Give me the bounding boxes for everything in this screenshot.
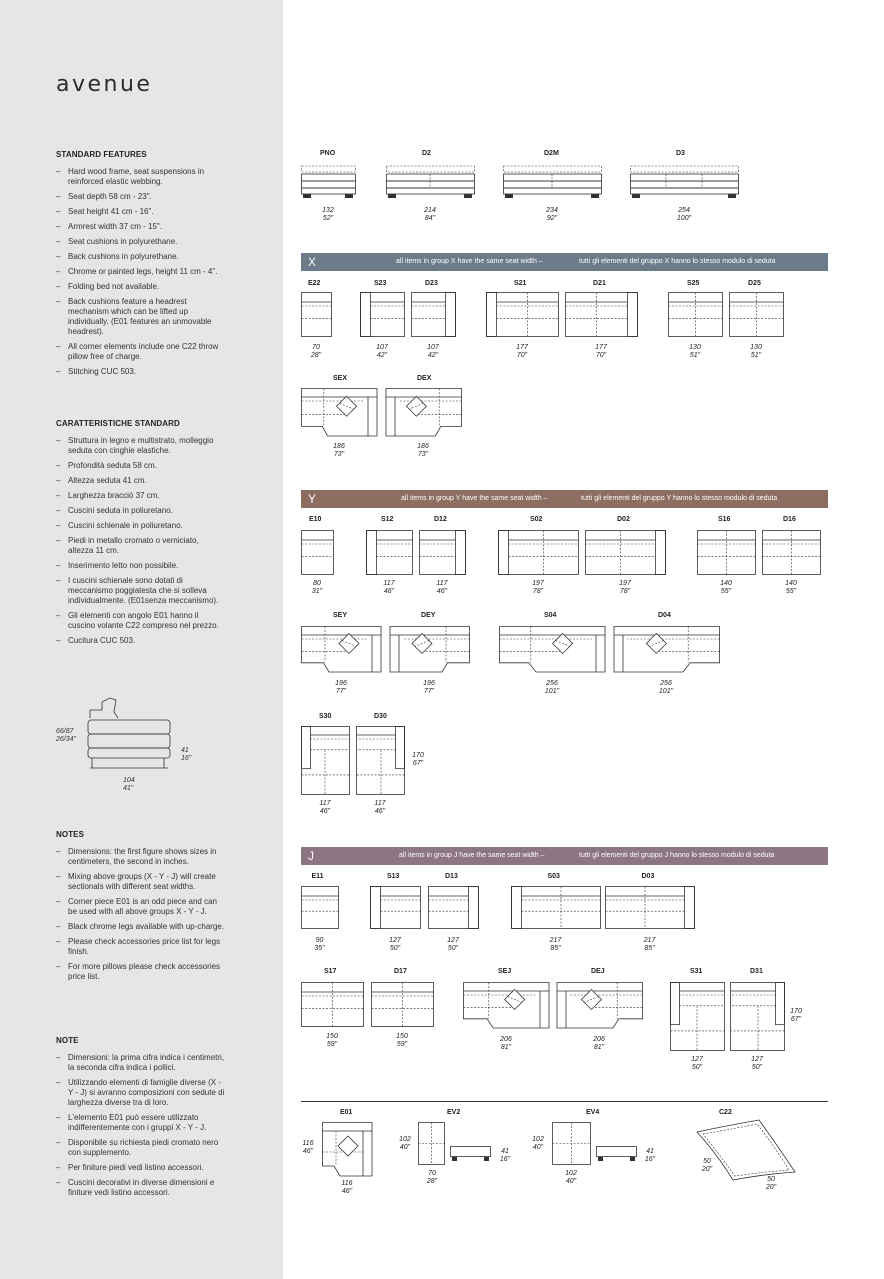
chaise-drawing-s30 (301, 726, 351, 796)
item-code-sex: SEX (333, 375, 348, 382)
sofa-drawing-d2 (386, 160, 476, 202)
item-code-d3: D3 (676, 150, 685, 157)
item-dims-d30: 117 46" (374, 800, 386, 815)
item-dims-s17: 150 59" (326, 1033, 338, 1048)
brand-title: avenue (56, 72, 153, 97)
item-code-sey: SEY (333, 612, 348, 619)
chaise-depth-j: 170 67" (790, 1008, 802, 1023)
corner-drawing-e01 (322, 1122, 374, 1178)
item-dims-d23: 107 42" (427, 344, 439, 359)
item-code-d2m: D2M (544, 150, 559, 157)
item-code-s13: S13 (387, 873, 400, 880)
item-bottom-dims-ev2: 70 28" (426, 1170, 438, 1185)
sofa-drawing-d3 (630, 160, 740, 202)
item-side-dims-c22: 50 20" (701, 1158, 713, 1173)
list-item: – Chrome or painted legs, height 11 cm - 4". (56, 267, 226, 277)
item-side-dims-ev2: 102 40" (399, 1136, 411, 1151)
item-code-s23: S23 (374, 280, 387, 287)
item-code-d31: D31 (750, 968, 763, 975)
list-item: – Gli elementi con angolo E01 hanno il cuscino volante C22 compreso nel prezzo. (56, 611, 226, 631)
list-item: – Back cushions in polyurethane. (56, 252, 226, 262)
profile-depth: 104 41" (123, 777, 135, 792)
item-code-d03: D03 (641, 873, 655, 880)
item-code-e01: E01 (340, 1109, 353, 1116)
item-bottom-dims-e01: 116 46" (341, 1180, 353, 1195)
sofa-drawing-d2m (503, 160, 603, 202)
item-dims-d2: 214 84" (424, 207, 436, 222)
item-dims-d21: 177 70" (595, 344, 607, 359)
list-item: – Mixing above groups (X - Y - J) will create sectionals with different seat widths. (56, 872, 226, 892)
item-height-dims-ev2: 41 16" (499, 1148, 511, 1163)
module-drawing-s21 (486, 292, 560, 338)
item-code-d23: D23 (425, 280, 438, 287)
module-drawing-e11 (301, 886, 340, 930)
list-item: – Larghezza bracció 37 cm. (56, 491, 226, 501)
item-dims-s13: 127 50" (389, 937, 401, 952)
item-code-s02: S02 (530, 516, 543, 523)
module-drawing-d16 (762, 530, 822, 576)
module-drawing-s02 (498, 530, 580, 576)
item-code-ev4: EV4 (586, 1109, 600, 1116)
notes-en (56, 830, 226, 987)
list-item: – L'elemento E01 può essere utilizzato indifferentemente con i gruppi X - Y - J. (56, 1113, 226, 1133)
list-item: – Per finiture piedi vedi listino accessori. (56, 1163, 226, 1173)
list-item: – Armrest width 37 cm - 15". (56, 222, 226, 232)
item-code-e22: E22 (308, 280, 321, 287)
item-dims-dey: 196 77" (423, 680, 435, 695)
corner-drawing-s04 (499, 626, 607, 674)
section-heading: STANDARD FEATURES (56, 150, 147, 159)
item-code-ev2: EV2 (447, 1109, 461, 1116)
item-dims-s12: 117 46" (383, 580, 395, 595)
item-dims-d12: 117 46" (436, 580, 448, 595)
item-dims-e11: 90 35" (314, 937, 325, 952)
list-item: – Disponibile su richiesta piedi cromato nero con supplemento. (56, 1138, 226, 1158)
item-side-dims-e01: 116 46" (302, 1140, 314, 1155)
chaise-depth-y: 170 67" (412, 752, 424, 767)
group-y-band (301, 490, 828, 508)
item-code-s03: S03 (547, 873, 560, 880)
module-drawing-d21 (565, 292, 639, 338)
list-item: – For more pillows please check accessories price list. (56, 962, 226, 982)
item-dims-d03: 217 85" (643, 937, 656, 952)
module-drawing-s03 (511, 886, 602, 930)
item-dims-pno: 132 52" (322, 207, 334, 222)
item-code-d30: D30 (374, 713, 387, 720)
item-bottom-dims-ev4: 102 40" (565, 1170, 577, 1185)
list-item: – Seat cushions in polyurethane. (56, 237, 226, 247)
ottoman-front-ev4 (596, 1146, 638, 1166)
item-height-dims-ev4: 41 16" (644, 1148, 656, 1163)
item-dims-e10: 80 31" (311, 580, 323, 595)
item-dims-dej: 206 81" (593, 1036, 605, 1051)
item-dims-s04: 256 101" (544, 680, 560, 695)
item-code-s30: S30 (319, 713, 332, 720)
module-drawing-s13 (370, 886, 422, 930)
item-dims-sey: 196 77" (335, 680, 347, 695)
item-code-d16: D16 (783, 516, 796, 523)
group-note-en: all items in group X have the same seat width – (396, 258, 543, 265)
notes-list (56, 1053, 226, 1198)
corner-drawing-dey (389, 626, 471, 674)
item-code-dex: DEX (417, 375, 432, 382)
chaise-drawing-s31 (670, 982, 726, 1052)
item-dims-sex: 186 73" (333, 443, 345, 458)
module-drawing-s23 (360, 292, 406, 338)
module-drawing-s17 (301, 982, 365, 1028)
item-dims-d04: 256 101" (658, 680, 674, 695)
corner-drawing-sex (301, 388, 379, 438)
list-item: – Cucitura CUC 503. (56, 636, 226, 646)
list-item: – Hard wood frame, seat suspensions in reinforced elastic webbing. (56, 167, 226, 187)
list-item: – Black chrome legs available with up-charge. (56, 922, 226, 932)
item-bottom-dims-c22: 50 20" (765, 1176, 777, 1191)
item-dims-sej: 206 81" (500, 1036, 512, 1051)
item-dims-s31: 127 50" (691, 1056, 703, 1071)
module-drawing-d12 (419, 530, 467, 576)
module-drawing-d17 (371, 982, 435, 1028)
item-code-d12: D12 (434, 516, 447, 523)
list-item: – Cuscini schienale in poliuretano. (56, 521, 226, 531)
item-dims-d2m: 234 92" (546, 207, 558, 222)
list-item: – Struttura in legno e multistrato, molleggio seduta con cinghie elastiche. (56, 436, 226, 456)
module-drawing-d13 (428, 886, 480, 930)
group-note-en: all items in group J have the same seat width – (399, 852, 545, 859)
list-item: – Seat depth 58 cm - 23". (56, 192, 226, 202)
item-dims-s30: 117 46" (319, 800, 331, 815)
notes-list (56, 847, 226, 982)
profile-seat-height: 41 16" (181, 747, 192, 762)
item-dims-s21: 177 70" (516, 344, 528, 359)
list-item: – Corner piece E01 is an odd piece and can be used with all above groups X - Y - J. (56, 897, 226, 917)
item-code-s31: S31 (690, 968, 703, 975)
ottoman-top-ev4 (552, 1122, 592, 1166)
ottoman-front-ev2 (450, 1146, 492, 1166)
list-item: – I cuscini schienale sono dotati di meccanismo poggiatesta che si solleva individualmente. (E01senza meccanismo). (56, 576, 226, 606)
accessories-divider (301, 1101, 828, 1102)
corner-drawing-d04 (613, 626, 721, 674)
module-drawing-s25 (668, 292, 724, 338)
item-dims-dex: 186 73" (417, 443, 429, 458)
item-dims-d16: 140 55" (785, 580, 797, 595)
group-x-band (301, 253, 828, 271)
list-item: – Altezza seduta 41 cm. (56, 476, 226, 486)
profile-height: 66/87 26/34" (56, 728, 77, 743)
item-code-dey: DEY (421, 612, 436, 619)
list-item: – Back cushions feature a headrest mechanism which can be lifted up individually. (E01 features an unmovable headrest). (56, 297, 226, 337)
module-drawing-d02 (585, 530, 667, 576)
item-code-s25: S25 (687, 280, 700, 287)
notes-it (56, 1036, 226, 1203)
sofa-drawing-pno (301, 160, 357, 202)
item-code-d13: D13 (445, 873, 458, 880)
item-code-s21: S21 (514, 280, 527, 287)
corner-drawing-sey (301, 626, 383, 674)
left-sidebar (0, 0, 283, 1279)
module-drawing-e10 (301, 530, 335, 576)
list-item: – Profondità seduta 58 cm. (56, 461, 226, 471)
group-letter: X (308, 255, 317, 269)
item-dims-s02: 197 78" (532, 580, 544, 595)
item-dims-s23: 107 42" (376, 344, 388, 359)
feature-list (56, 167, 226, 377)
group-letter: J (308, 849, 314, 863)
item-code-s16: S16 (718, 516, 731, 523)
corner-drawing-dej (556, 982, 644, 1030)
item-code-s04: S04 (544, 612, 557, 619)
item-code-e11: E11 (311, 873, 324, 880)
item-code-e10: E10 (309, 516, 322, 523)
group-j-band (301, 847, 828, 865)
sofa-profile-drawing (86, 696, 176, 772)
item-code-d02: D02 (617, 516, 630, 523)
module-drawing-d23 (411, 292, 457, 338)
list-item: – Inserimento letto non possibile. (56, 561, 226, 571)
group-note-it: tutti gli elementi del gruppo J hanno lo stesso modulo di seduta (579, 852, 775, 859)
list-item: – Dimensions: the first figure shows sizes in centimeters, the second in inches. (56, 847, 226, 867)
item-code-c22: C22 (719, 1109, 732, 1116)
module-drawing-d03 (605, 886, 696, 930)
item-code-d17: D17 (394, 968, 407, 975)
list-item: – Stitching CUC 503. (56, 367, 226, 377)
item-dims-d02: 197 78" (619, 580, 631, 595)
group-note-it: tutti gli elementi del gruppo X hanno lo stesso modulo di seduta (579, 258, 776, 265)
module-drawing-s12 (366, 530, 414, 576)
item-code-s12: S12 (381, 516, 394, 523)
item-code-s17: S17 (324, 968, 337, 975)
section-heading: NOTES (56, 830, 85, 839)
corner-drawing-dex (385, 388, 463, 438)
list-item: – Piedi in metallo cromato o verniciato, altezza 11 cm. (56, 536, 226, 556)
item-dims-s16: 140 55" (720, 580, 732, 595)
item-dims-d31: 127 50" (751, 1056, 763, 1071)
module-drawing-s16 (697, 530, 757, 576)
item-dims-e22: 70 28" (310, 344, 322, 359)
item-dims-d13: 127 50" (447, 937, 459, 952)
item-dims-d3: 254 100" (676, 207, 692, 222)
module-drawing-e22 (301, 292, 333, 338)
item-code-d2: D2 (422, 150, 431, 157)
item-dims-s25: 130 51" (689, 344, 701, 359)
chaise-drawing-d30 (356, 726, 406, 796)
section-heading: NOTE (56, 1036, 79, 1045)
item-dims-d25: 130 51" (750, 344, 762, 359)
section-heading: CARATTERISTICHE STANDARD (56, 419, 180, 428)
group-note-en: all items in group Y have the same seat width – (401, 495, 548, 502)
item-code-d25: D25 (748, 280, 761, 287)
list-item: – Dimensioni: la prima cifra indica i centimetri, la seconda cifra indica i pollici. (56, 1053, 226, 1073)
item-dims-d17: 150 59" (396, 1033, 408, 1048)
item-code-pno: PNO (320, 150, 336, 157)
list-item: – Cuscini decorativi in diverse dimensioni e finiture vedi listino accessori. (56, 1178, 226, 1198)
item-side-dims-ev4: 102 40" (532, 1136, 544, 1151)
item-code-dej: DEJ (591, 968, 605, 975)
item-code-d04: D04 (658, 612, 671, 619)
module-drawing-d25 (729, 292, 785, 338)
item-code-d21: D21 (593, 280, 606, 287)
group-letter: Y (308, 492, 317, 506)
corner-drawing-sej (463, 982, 551, 1030)
list-item: – All corner elements include one C22 throw pillow free of charge. (56, 342, 226, 362)
group-note-it: tutti gli elementi del gruppo Y hanno lo stesso modulo di seduta (581, 495, 778, 502)
list-item: – Utilizzando elementi di famiglie diverse (X - Y - J) si avranno composizioni con sedute di larghezza diverse tra di loro. (56, 1078, 226, 1108)
standard-features-it (56, 419, 226, 651)
ottoman-top-ev2 (418, 1122, 446, 1166)
list-item: – Please check accessories price list for legs finish. (56, 937, 226, 957)
item-code-sej: SEJ (498, 968, 512, 975)
feature-list (56, 436, 226, 646)
standard-features-en (56, 150, 226, 382)
list-item: – Cuscini seduta in poliuretano. (56, 506, 226, 516)
list-item: – Seat height 41 cm - 16". (56, 207, 226, 217)
chaise-drawing-d31 (730, 982, 786, 1052)
list-item: – Folding bed not available. (56, 282, 226, 292)
item-dims-s03: 217 85" (549, 937, 562, 952)
